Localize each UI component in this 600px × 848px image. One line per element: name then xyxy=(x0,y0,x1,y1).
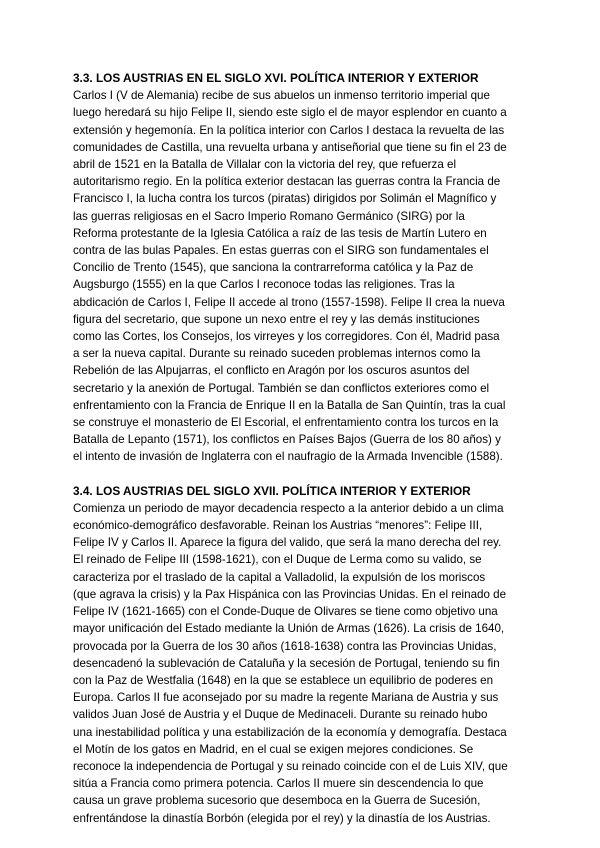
body-line: abril de 1521 en la Batalla de Villalar con la victoria del rey, que refuerza el xyxy=(73,158,457,172)
section-heading: 3.3. LOS AUSTRIAS EN EL SIGLO XVI. POLÍTICA INTERIOR Y EXTERIOR xyxy=(73,71,479,85)
body-line: Francisco I, la lucha contra los turcos (piratas) dirigidos por Solimán el Magnífico y xyxy=(73,192,497,206)
section-heading: 3.4. LOS AUSTRIAS DEL SIGLO XVII. POLÍTICA INTERIOR Y EXTERIOR xyxy=(73,483,471,498)
body-line: desencadenó la sublevación de Cataluña y la secesión de Portugal, teniendo su fin xyxy=(73,656,500,670)
body-line: Augsburgo (1555) en la que Carlos I reconoce todas las religiones. Tras la xyxy=(73,278,455,292)
body-line: con la Paz de Westfalia (1648) en la que se establece un equilibrio de poderes en xyxy=(73,673,494,687)
body-line: abdicación de Carlos I, Felipe II accede al trono (1557-1598). Felipe II crea la nueva xyxy=(73,295,505,309)
body-line: extensión y hegemonía. En la política interior con Carlos I destaca la revuelta de las xyxy=(73,123,505,137)
body-line: El reinado de Felipe III (1598-1621), con el Duque de Lerma como su valido, se xyxy=(73,553,482,567)
section-body xyxy=(73,500,538,827)
body-line: se construye el monasterio de El Escorial, el enfrentamiento contra los turcos en la xyxy=(73,416,499,430)
body-line: las guerras religiosas en el Sacro Imperio Romano Germánico (SIRG) por la xyxy=(73,209,465,223)
body-line: Batalla de Lepanto (1571), los conflictos en Países Bajos (Guerra de los 80 años) y xyxy=(73,433,501,447)
body-line: económico-demográfico desfavorable. Reinan los Austrias “menores”: Felipe III, xyxy=(73,519,483,533)
body-line: autoritarismo regio. En la política exterior destacan las guerras contra la Francia de xyxy=(73,175,501,189)
body-line: Felipe IV y Carlos II. Aparece la figura del valido, que será la mano derecha del rey. xyxy=(73,536,502,550)
body-line: (que agrava la crisis) y la Pax Hispánica con las Provincias Unidas. En el reinado de xyxy=(73,587,507,601)
body-line: luego heredará su hijo Felipe II, siendo este siglo el de mayor esplendor en cuanto a xyxy=(73,106,507,120)
body-line: reconoce la independencia de Portugal y su reinado coincide con el de Luis XIV, que xyxy=(73,759,508,773)
section-austrias-siglo-xvi xyxy=(73,70,538,466)
body-line: figura del secretario, que supone un nexo entre el rey y las demás instituciones xyxy=(73,312,480,326)
body-line: Concilio de Trento (1545), que sanciona la contrarreforma católica y la Paz de xyxy=(73,261,474,275)
body-line: como las Cortes, los Consejos, los virreyes y los corregidores. Con él, Madrid pasa xyxy=(73,330,500,344)
body-line: enfrentándose la dinastía Borbón (elegida por el rey) y la dinastía de los Austrias. xyxy=(73,811,491,825)
body-line: Rebelión de las Alpujarras, el conflicto en Aragón por los oscuros asuntos del xyxy=(73,364,470,378)
body-line: Felipe IV (1621-1665) con el Conde-Duque de Olivares se tiene como objetivo una xyxy=(73,605,498,619)
body-line: el intento de invasión de Inglaterra con el naufragio de la Armada Invencible (1588). xyxy=(73,450,503,464)
body-line: validos Juan José de Austria y el Duque de Medinaceli. Durante su reinado hubo xyxy=(73,708,488,722)
section-body xyxy=(73,87,538,465)
body-line: el Motín de los gatos en Madrid, en el cual se exigen mejores condiciones. Se xyxy=(73,742,474,756)
body-line: contra de las bulas Papales. En estas guerras con el SIRG son fundamentales el xyxy=(73,244,489,258)
body-line: a ser la nueva capital. Durante su reinado suceden problemas internos como la xyxy=(73,347,481,361)
body-line: Carlos I (V de Alemania) recibe de sus abuelos un inmenso territorio imperial que xyxy=(73,89,490,103)
body-line: comunidades de Castilla, una revuelta urbana y antiseñorial que tiene su fin el 23 de xyxy=(73,140,507,154)
body-line: sitúa a Francia como primera potencia. Carlos II muere sin descendencia lo que xyxy=(73,777,484,791)
section-austrias-siglo-xvii xyxy=(73,483,538,827)
body-line: Europa. Carlos II fue aconsejado por su madre la regente Mariana de Austria y sus xyxy=(73,691,499,705)
body-line: Reforma protestante de la Iglesia Católica a raíz de las tesis de Martín Lutero en xyxy=(73,226,487,240)
body-line: causa un grave problema sucesorio que desemboca en la Guerra de Sucesión, xyxy=(73,794,481,808)
body-line: Comienza un periodo de mayor decadencia respecto a la anterior debido a un clima xyxy=(73,501,504,515)
body-line: mayor unificación del Estado mediante la Unión de Armas (1626). La crisis de 1640, xyxy=(73,622,505,636)
body-line: una inestabilidad política y una estabilización de la economía y demografía. Destaca xyxy=(73,725,507,739)
document-page xyxy=(73,70,538,827)
body-line: enfrentamiento con la Francia de Enrique II en la Batalla de San Quintín, tras la cual xyxy=(73,398,506,412)
body-line: secretario y la anexión de Portugal. También se dan conflictos exteriores como el xyxy=(73,381,490,395)
body-line: caracteriza por el traslado de la capital a Valladolid, la expulsión de los moriscos xyxy=(73,570,486,584)
body-line: provocada por la Guerra de los 30 años (1618-1638) contra las Provincias Unidas, xyxy=(73,639,497,653)
